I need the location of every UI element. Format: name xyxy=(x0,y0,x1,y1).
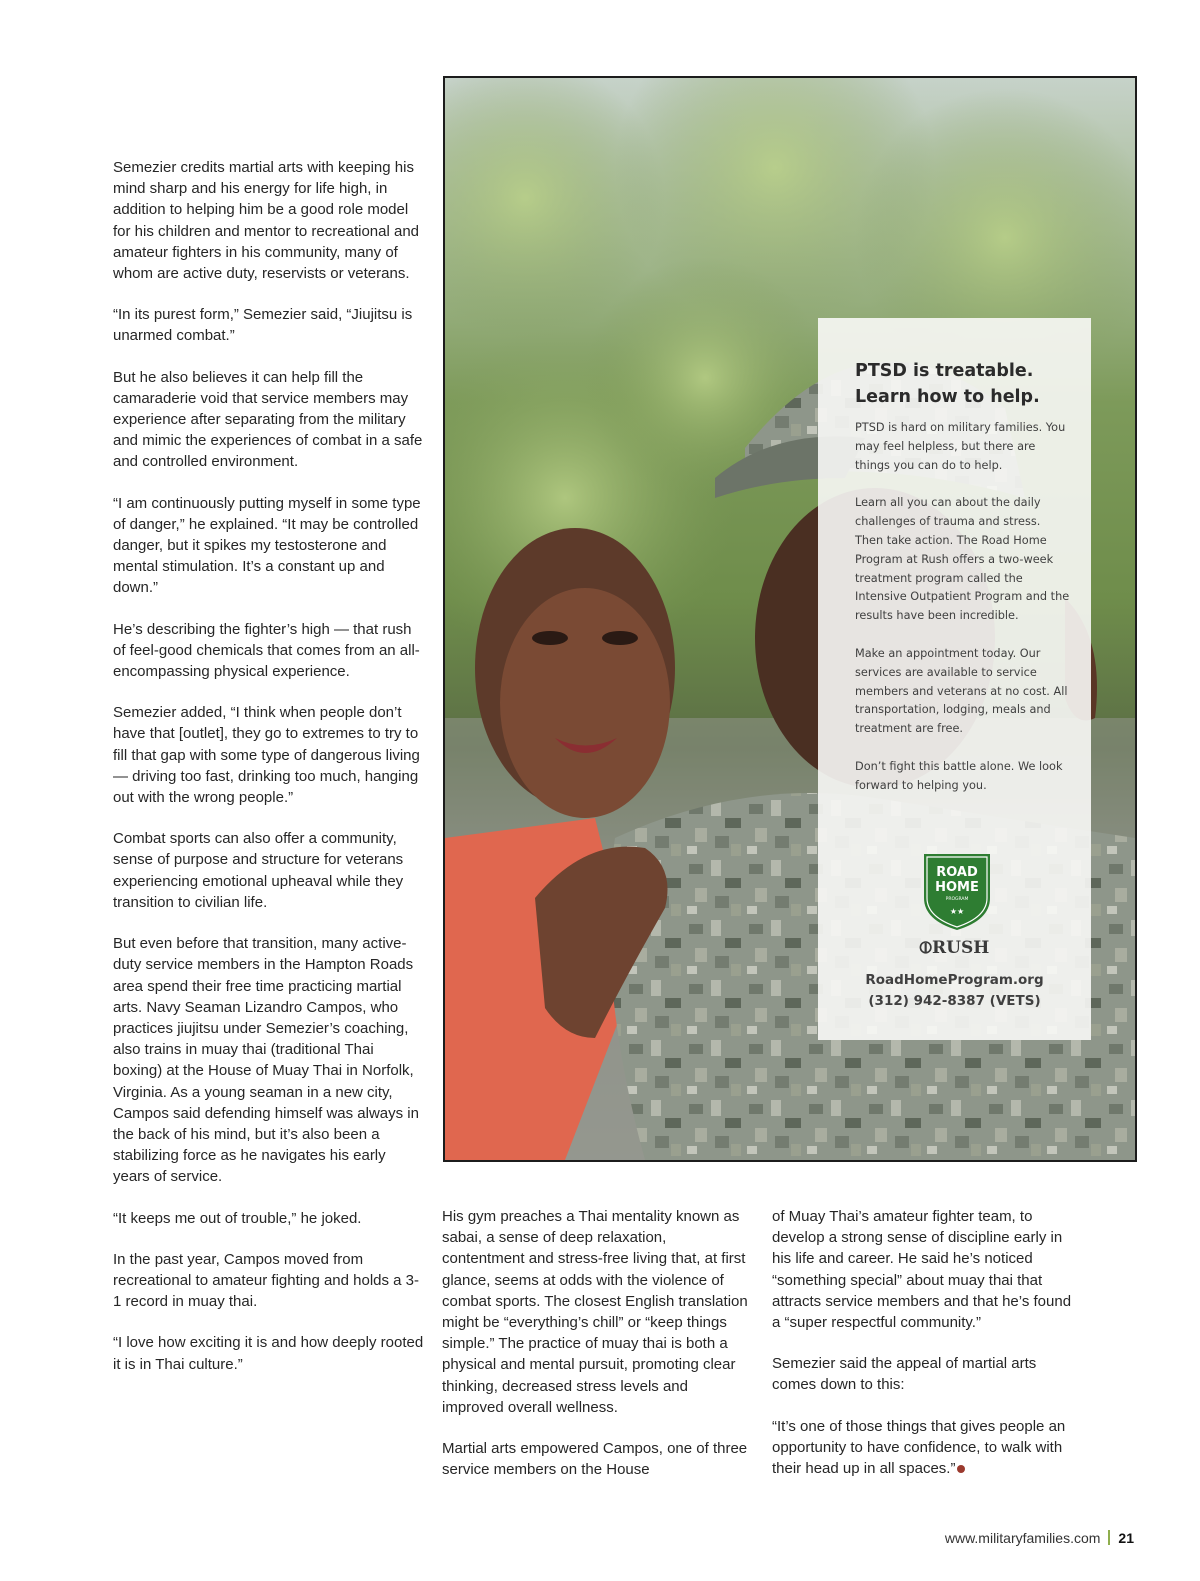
ad-url[interactable]: RoadHomeProgram.org xyxy=(865,972,1044,988)
ad-headline-line: PTSD is treatable. xyxy=(855,361,1034,381)
paragraph: Semezier said the appeal of martial arts comes down to this: xyxy=(772,1355,1037,1394)
paragraph: Semezier credits martial arts with keeping his mind sharp and his energy for life high, in addition to helping him be a good role model for his children and mentor to recreational and amateur fighters in his community, many of whom are active duty, reservists or veterans. xyxy=(113,159,420,283)
ptsd-advertisement xyxy=(443,76,1137,1162)
ad-paragraph: Learn all you can about the daily challenges of trauma and stress. Then take action. The Road Home Program at Rush offers a two-week treatment program called the Intensive Outpatient Program and the results have been incredible. xyxy=(855,496,1070,623)
article-right-column xyxy=(772,1206,1077,1499)
paragraph: He’s describing the fighter’s high — that rush of feel-good chemicals that comes from an all-encompassing physical experience. xyxy=(113,620,420,681)
paragraph: Martial arts empowered Campos, one of three service members on the House xyxy=(442,1440,748,1479)
article-middle-column xyxy=(442,1206,752,1500)
paragraph: His gym preaches a Thai mentality known as sabai, a sense of deep relaxation, contentment and stress-free living that, at first glance, seems at odds with the violence of combat sports. The closest English translation might be “everything’s chill” or “keep things simple.” The practice of muay thai is both a physical and mental pursuit, promoting clear thinking, decreased stress levels and improved overall wellness. xyxy=(442,1208,748,1416)
paragraph: “I love how exciting it is and how deeply rooted it is in Thai culture.” xyxy=(113,1334,424,1373)
ad-text-panel xyxy=(818,318,1091,1040)
closing-quote: “It’s one of those things that gives people an opportunity to have confidence, to walk with their head up in all spaces.” xyxy=(772,1417,1066,1478)
footer-website[interactable]: www.militaryfamilies.com xyxy=(944,1530,1101,1546)
paragraph: But even before that transition, many active-duty service members in the Hampton Roads area spend their free time practicing martial arts. Navy Seaman Lizandro Campos, who practices jiujitsu under Semezier’s coaching, also trains in muay thai (traditional Thai boxing) at the House of Muay Thai in Norfolk, Virginia. As a young seaman in a new city, Campos said defending himself was always in the back of his mind, but it’s also been a stabilizing force as he navigates his early years of service. xyxy=(113,935,419,1186)
road-home-program-logo xyxy=(920,850,994,932)
logo-text: ROAD xyxy=(936,865,978,880)
star-icon: ★★ xyxy=(949,907,965,916)
end-of-article-mark xyxy=(957,1465,965,1473)
rush-icon: ⦶ xyxy=(919,938,933,958)
page-number: 21 xyxy=(1118,1530,1134,1546)
paragraph: But he also believes it can help fill the camaraderie void that service members may experience after separating from the military and mimic the experiences of combat in a safe and controlled environment. xyxy=(113,368,423,471)
logo-text: HOME xyxy=(935,880,979,895)
ad-contact xyxy=(818,970,1091,1012)
footer-divider xyxy=(1108,1530,1110,1545)
paragraph: “I am continuously putting myself in some type of danger,” he explained. “It may be controlled danger, but it spikes my testosterone and mental stimulation. It’s a constant up and down.” xyxy=(113,494,421,597)
page-footer xyxy=(945,1530,1134,1546)
paragraph: “In its purest form,” Semezier said, “Jiujitsu is unarmed combat.” xyxy=(113,306,413,345)
closing-paragraph xyxy=(772,1416,1077,1480)
paragraph: “It keeps me out of trouble,” he joked. xyxy=(113,1209,362,1227)
paragraph: Combat sports can also offer a community, sense of purpose and structure for veterans experiencing emotional upheaval while they transition to civilian life. xyxy=(113,830,404,911)
logo-text: PROGRAM xyxy=(945,897,969,902)
ad-paragraph: Make an appointment today. Our services are available to service members and veterans at no cost. All transportation, lodging, meals and treatment are free. xyxy=(855,646,1068,736)
paragraph: In the past year, Campos moved from recreational to amateur fighting and holds a 3-1 record in muay thai. xyxy=(113,1250,420,1311)
ad-headline-line: Learn how to help. xyxy=(855,387,1040,407)
paragraph: of Muay Thai’s amateur fighter team, to develop a strong sense of discipline early in his life and career. He said he’s noticed “something special” about muay thai that attracts service members and that he’s found a “super respectful community.” xyxy=(772,1208,1072,1332)
ad-paragraph: Don’t fight this battle alone. We look forward to helping you. xyxy=(855,759,1063,792)
ad-phone: (312) 942-8387 (VETS) xyxy=(868,993,1041,1009)
ad-headline xyxy=(855,358,1071,410)
rush-brand xyxy=(818,938,1091,958)
ad-paragraph: PTSD is hard on military families. You may feel helpless, but there are things you can do to help. xyxy=(855,421,1066,472)
article-left-column xyxy=(113,157,425,1395)
paragraph: Semezier added, “I think when people don’t have that [outlet], they go to extremes to try to fill that gap with some type of dangerous living — driving too fast, drinking too much, hanging out with the wrong people.” xyxy=(113,704,420,807)
rush-label: RUSH xyxy=(932,938,990,958)
